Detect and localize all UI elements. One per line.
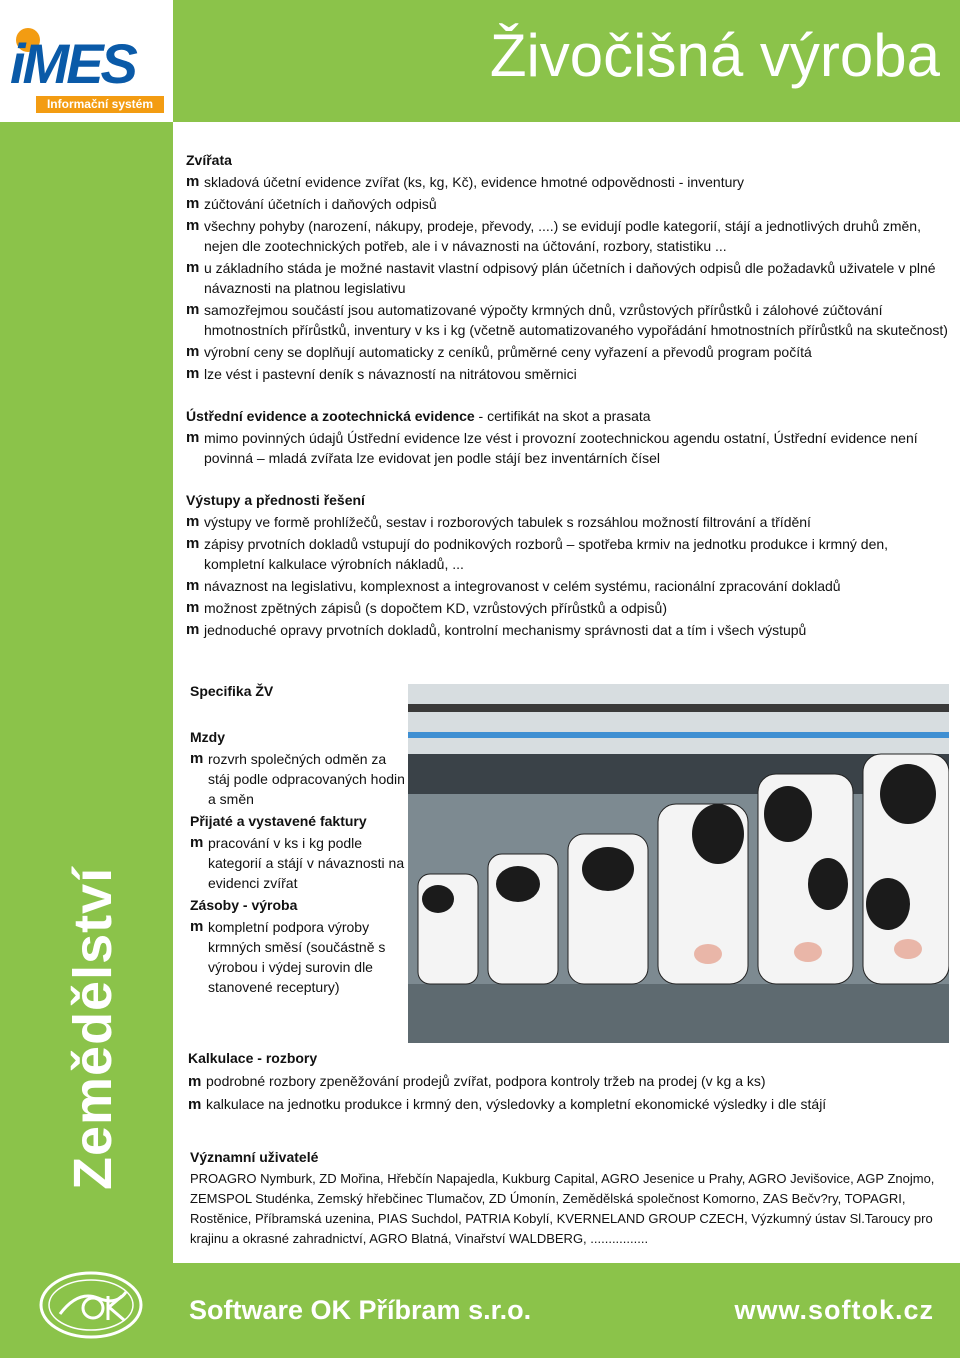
list-item: m všechny pohyby (narození, nákupy, prodeje, převody, ....) se evidují podle kategorií, stájí a jednotlivých druhů změn, nejen dle zootechnických potřeb, ale i v návaznosti na účtování, rozbory, statistiku ... xyxy=(186,216,951,256)
list-item: m skladová účetní evidence zvířat (ks, kg, Kč), evidence hmotné odpovědnosti - inventury xyxy=(186,172,951,192)
list-item: m návaznost na legislativu, komplexnost a integrovanost v celém systému, racionální zpracování dokladů xyxy=(186,576,951,596)
section-faktury xyxy=(190,811,410,893)
section-zvirata xyxy=(186,150,951,384)
list-item: m mimo povinných údajů Ústřední evidence lze vést i provozní zootechnickou agendu ostatní, Ústřední evidence není povinná – mladá zvířata lze evidovat jen podle stájí bez inventárních čísel xyxy=(186,428,951,468)
footer-banner xyxy=(173,1263,960,1358)
list-item: m pracování v ks i kg podle kategorií a stájí v návaznosti na evidenci zvířat xyxy=(190,833,410,893)
section-title: Kalkulace - rozbory xyxy=(188,1050,318,1066)
list-item: m samozřejmou součástí jsou automatizované výpočty krmných dnů, vzrůstových přírůstků i zálohové zúčtování hmotnostních přírůstků, inventury v ks i kg (včetně automatizovaného vypořádání hmotnostních přírůstků na skutečnost) xyxy=(186,300,951,340)
main-content xyxy=(186,150,951,662)
section-ustredni-evidence xyxy=(186,406,951,468)
page-title: Živočišná výroba xyxy=(489,22,940,89)
sidebar-vertical-label: Zemědělství xyxy=(63,866,123,1190)
list-item: m podrobné rozbory zpeněžování prodejů zvířat, podpora kontroly tržeb na prodej (v kg a ks) xyxy=(188,1071,953,1092)
section-title-suffix: - certifikát na skot a prasata xyxy=(474,408,651,424)
list-item: m u základního stáda je možné nastavit vlastní odpisový plán účetních i daňových odpisů dle požadavků uživatele v plné návaznosti na platnou legislativu xyxy=(186,258,951,298)
imes-logo xyxy=(0,0,173,122)
specifika-title: Specifika ŽV xyxy=(190,683,274,699)
section-title xyxy=(186,406,951,426)
logo-name: iMES xyxy=(10,32,135,95)
section-zasoby xyxy=(190,895,410,997)
list-item: m kalkulace na jednotku produkce i krmný den, výsledovky a kompletní ekonomické výsledky i dle stájí xyxy=(188,1094,953,1115)
section-kalkulace xyxy=(188,1048,953,1117)
list-item: m jednoduché opravy prvotních dokladů, kontrolní mechanismy správnosti dat a tím i všech výstupů xyxy=(186,620,951,640)
list-item: m zápisy prvotních dokladů vstupují do podnikových rozborů – spotřeba krmiv na jednotku produkce i krmný den, kompletní kalkulace výrobních nákladů, ... xyxy=(186,534,951,574)
list-item: m výrobní ceny se doplňují automaticky z ceníků, průměrné ceny vyřazení a převodů program počítá xyxy=(186,342,951,362)
section-title: Zásoby - výroba xyxy=(190,897,298,913)
cows-photo xyxy=(408,684,949,1043)
section-mzdy xyxy=(190,727,410,809)
list-item: m kompletní podpora výroby krmných směsí (součástně s výrobou i výdej surovin dle stanovené receptury) xyxy=(190,917,410,997)
section-title: Přijaté a vystavené faktury xyxy=(190,813,367,829)
list-item: m rozvrh společných odměn za stáj podle odpracovaných hodin a směn xyxy=(190,749,410,809)
footer-company: Software OK Příbram s.r.o. xyxy=(189,1295,532,1325)
sok-logo-icon xyxy=(38,1270,144,1340)
cows-illustration xyxy=(408,684,949,1043)
specifika-left-column xyxy=(190,727,410,999)
list-item: m zúčtování účetních i daňových odpisů xyxy=(186,194,951,214)
section-title: Mzdy xyxy=(190,729,225,745)
section-title-bold: Ústřední evidence a zootechnická evidence xyxy=(186,408,475,424)
users-list: PROAGRO Nymburk, ZD Mořina, Hřebčín Napajedla, Kukburg Capital, AGRO Jesenice u Prahy, AGRO Jevišovice, AGP Znojmo, ZEMSPOL Studénka, Zemský hřebčinec Tlumačov, ZD Úmonín, Zemědělská společnost Komorno, ZAS Bečv?ry, TOPAGRI, Rostěnice, Příbramská uzenina, PIAS Suchdol, PATRIA Kobylí, KVERNELAND GROUP CZECH, Výzkumný ústav Sl.Taroucy pro krajinu a okrasné zahradnictví, AGRO Blatná, Vinařství WALDBERG, ................ xyxy=(190,1171,935,1246)
logo-subtitle: Informační systém xyxy=(36,96,164,113)
list-item: m lze vést i pastevní deník s návazností na nitrátovou směrnici xyxy=(186,364,951,384)
section-uzivatele xyxy=(190,1145,945,1249)
section-vystupy xyxy=(186,490,951,640)
footer-website-link[interactable]: www.softok.cz xyxy=(734,1295,934,1325)
section-title: Významní uživatelé xyxy=(190,1149,319,1165)
section-title: Zvířata xyxy=(186,152,232,168)
section-title: Výstupy a přednosti řešení xyxy=(186,492,365,508)
header-banner xyxy=(173,0,960,122)
list-item: m výstupy ve formě prohlížečů, sestav i rozborových tabulek s rozsáhlou možností filtrování a třídění xyxy=(186,512,951,532)
list-item: m možnost zpětných zápisů (s dopočtem KD, vzrůstových přírůstků a odpisů) xyxy=(186,598,951,618)
